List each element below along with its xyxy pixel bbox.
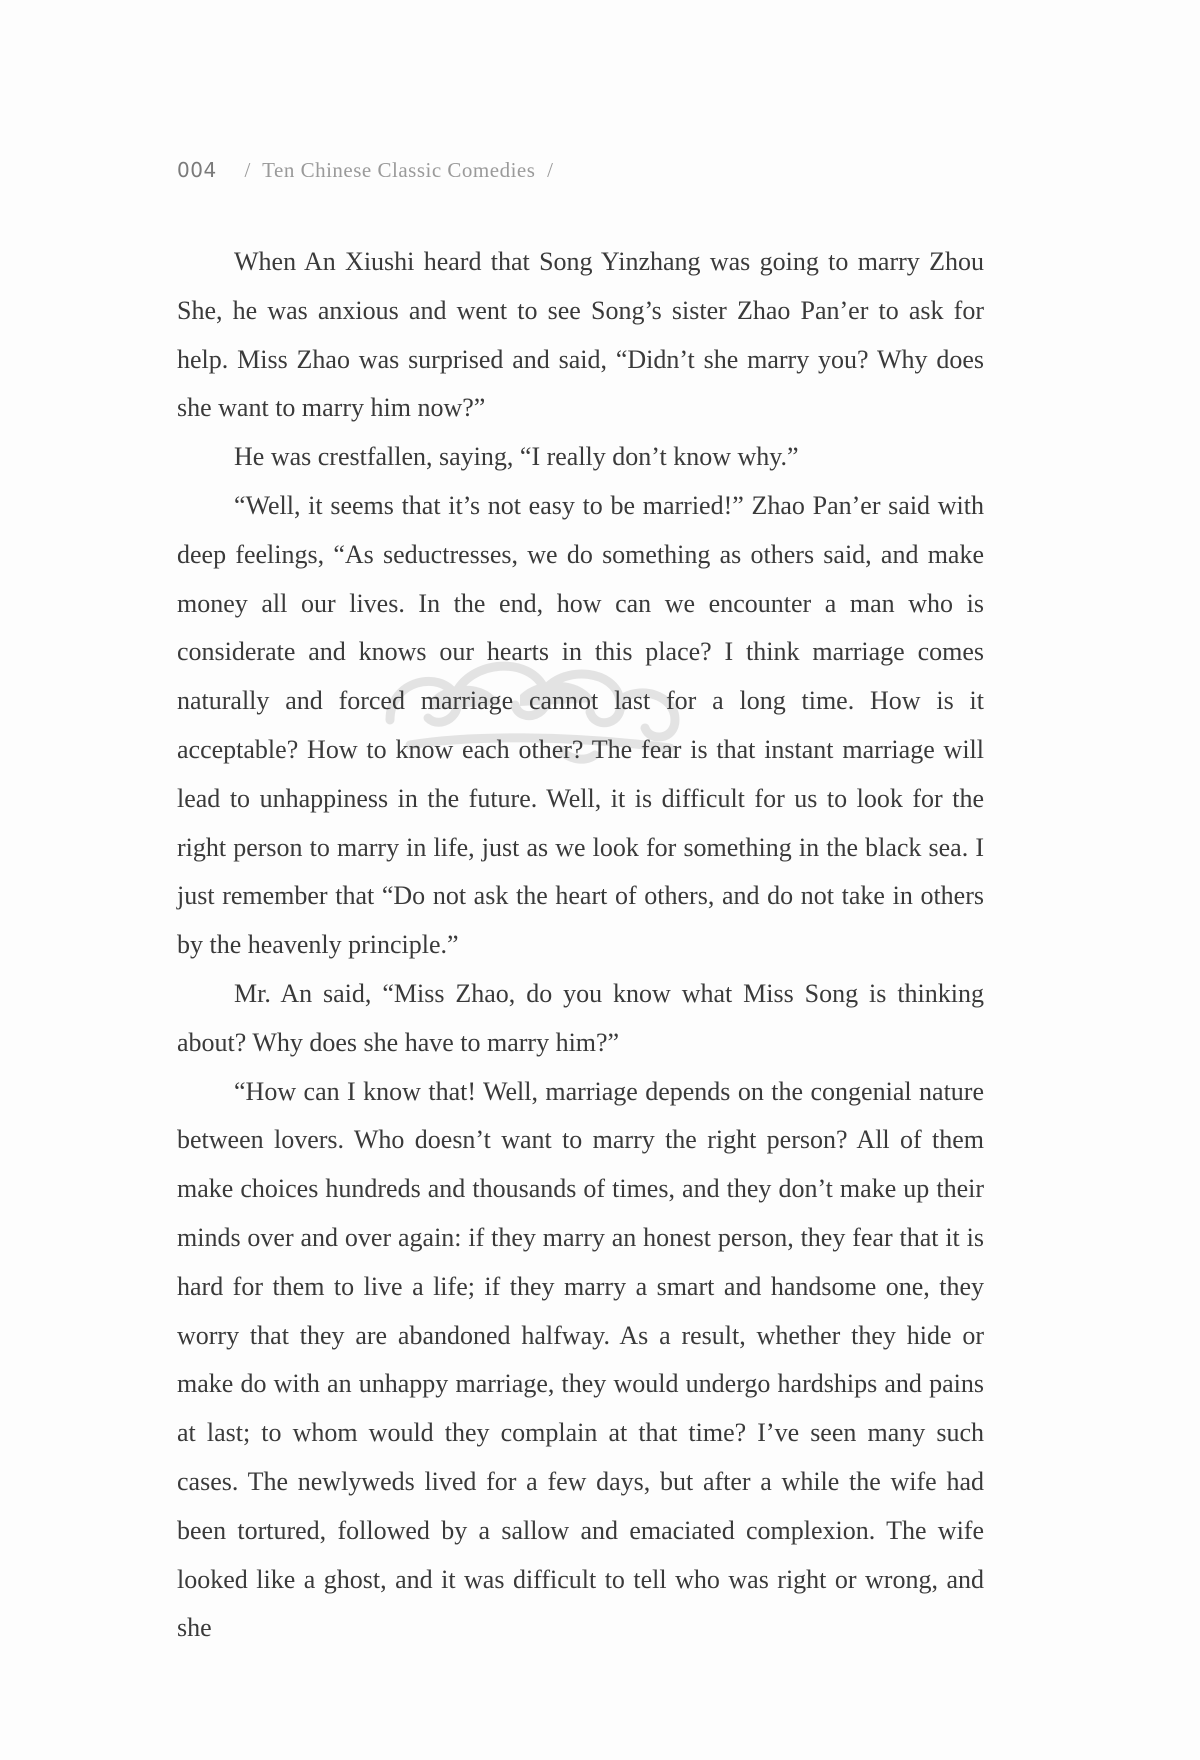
paragraph: He was crestfallen, saying, “I really don’t know why.” — [234, 442, 799, 472]
book-title: Ten Chinese Classic Comedies — [262, 158, 536, 182]
paragraph: “Well, it seems that it’s not easy to be married!” Zhao Pan’er said with deep feelings, “As seductresses, we do something as others said, and make money all our lives. In the end, how can we encounter a man who is considerate and knows our hearts in this place? I think marriage comes naturally and forced marriage cannot last for a long time. How is it acceptable? How to know each other? The fear is that instant marriage will lead to unhappiness in the future. Well, it is difficult for us to look for the right person to marry in life, just as we look for something in the black sea. I just remember that “Do not ask the heart of others, and do not take in others by the heavenly principle.” — [177, 490, 984, 960]
header-separator-right: / — [547, 158, 554, 182]
paragraph: “How can I know that! Well, marriage depends on the congenial nature between lovers. Who doesn’t want to marry the right person? All of them make choices hundreds and thousands of times, and they don’t make up their minds over and over again: if they marry an honest person, they fear that it is hard for them to live a life; if they marry a smart and handsome one, they worry that they are abandoned halfway. As a result, whether they hide or make do with an unhappy marriage, they would undergo hardships and pains at last; to whom would they complain at that time? I’ve seen many such cases. The newlyweds lived for a few days, but after a while the wife had been tortured, followed by a sallow and emaciated complexion. The wife looked like a ghost, and it was difficult to tell who was right or wrong, and she — [177, 1076, 984, 1643]
running-header — [177, 158, 560, 183]
paragraph: When An Xiushi heard that Song Yinzhang was going to marry Zhou She, he was anxious and went to see Song’s sister Zhao Pan’er to ask for help. Miss Zhao was surprised and said, “Didn’t she marry you? Why does she want to marry him now?” — [177, 247, 984, 423]
body-text — [177, 238, 984, 1653]
paragraph: Mr. An said, “Miss Zhao, do you know what Miss Song is thinking about? Why does she have to marry him?” — [177, 978, 984, 1057]
page-number: 004 — [177, 158, 217, 182]
header-separator-left: / — [244, 158, 251, 182]
